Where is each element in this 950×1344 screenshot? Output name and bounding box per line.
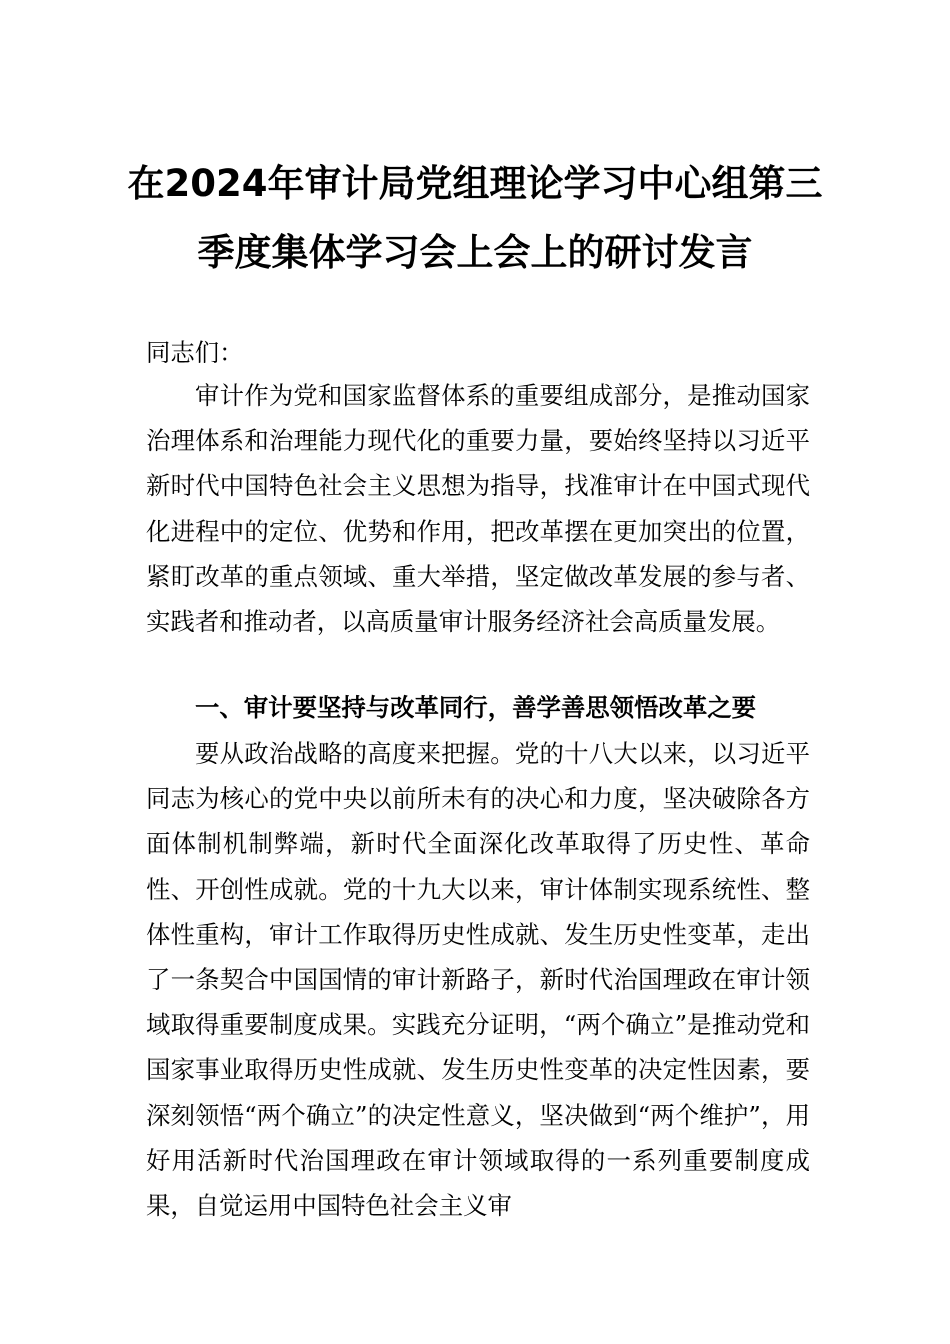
title-line-2: 季度集体学习会上会上的研讨发言 <box>197 231 753 274</box>
section-heading-1: 一、审计要坚持与改革同行，善学善思领悟改革之要 <box>195 693 756 722</box>
title-line-1: 在2024年审计局党组理论学习中心组第三 <box>127 162 823 205</box>
paragraph-intro: 审计作为党和国家监督体系的重要组成部分，是推动国家治理体系和治理能力现代化的重要力量，要始终坚持以习近平新时代中国特色社会主义思想为指导，找准审计在中国式现代化进程中的定位、优势和作用，把改革摆在更加突出的位置，紧盯改革的重点领域、重大举措，坚定做改革发展的参与者、实践者和推动者，以高质量审计服务经济社会高质量发展。 <box>146 381 810 637</box>
paragraph-section-1: 要从政治战略的高度来把握。党的十八大以来，以习近平同志为核心的党中央以前所未有的决心和力度，坚决破除各方面体制机制弊端，新时代全面深化改革取得了历史性、革命性、开创性成就。党的十九大以来，审计体制实现系统性、整体性重构，审计工作取得历史性成就、发生历史性变革，走出了一条契合中国国情的审计新路子，新时代治国理政在审计领域取得重要制度成果。实践充分证明，“两个确立”是推动党和国家事业取得历史性成就、发生历史性变革的决定性因素，要深刻领悟“两个确立”的决定性意义，坚决做到“两个维护”，用好用活新时代治国理政在审计领域取得的一系列重要制度成果，自觉运用中国特色社会主义审 <box>146 739 810 1221</box>
salutation: 同志们： <box>146 338 244 367</box>
